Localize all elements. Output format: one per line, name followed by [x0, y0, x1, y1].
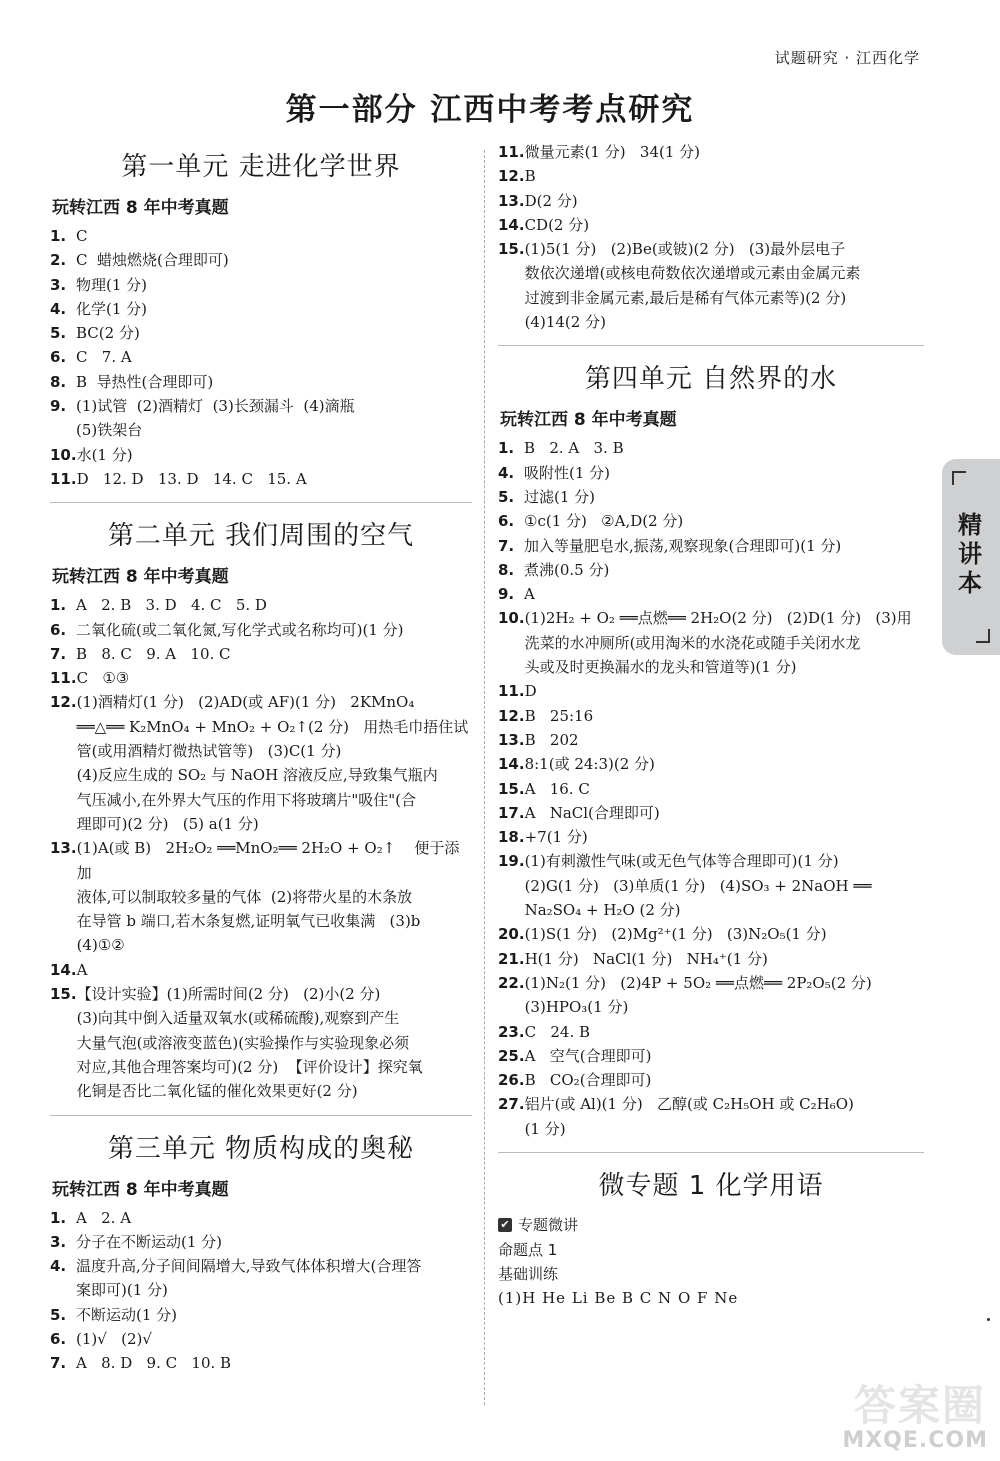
answer-number: 14.	[498, 755, 525, 774]
answer-list	[50, 224, 472, 491]
answer-number: 26.	[498, 1071, 525, 1090]
answer-text: C ①③	[76, 669, 130, 688]
answer-item	[50, 321, 472, 345]
answer-number: 5.	[498, 487, 515, 506]
answer-item	[498, 485, 924, 509]
unit-subtitle: 玩转江西 8 年中考真题	[500, 410, 677, 431]
answer-number: 1.	[50, 227, 67, 245]
part-title: 第一部分 江西中考考点研究	[285, 92, 695, 128]
answer-number: 10.	[498, 609, 525, 628]
answer-text: 化学(1 分)	[76, 299, 148, 318]
unit-4	[498, 358, 924, 1141]
answer-text: B CO₂(合理即可)	[524, 1071, 652, 1090]
answer-number: 7.	[498, 536, 515, 555]
answer-list	[50, 593, 472, 1103]
unit-title: 第一单元 走进化学世界	[121, 152, 401, 182]
answer-text: +7(1 分)	[524, 828, 588, 847]
answer-text: 铝片(或 Al)(1 分) 乙醇(或 C₂H₅OH 或 C₂H₆O) (1 分)	[524, 1095, 854, 1138]
answer-text: (1)N₂(1 分) (2)4P + 5O₂ ══点燃══ 2P₂O₅(2 分) (3)HPO₃(1 分)	[524, 973, 872, 1017]
answer-item	[50, 593, 472, 617]
answer-text: A NaCl(合理即可)	[524, 803, 660, 822]
column-divider	[484, 150, 486, 1405]
answer-item	[50, 836, 472, 957]
answer-text: 二氧化硫(或二氧化氮,写化学式或名称均可)(1 分)	[76, 620, 404, 639]
answer-text: (1)S(1 分) (2)Mg²⁺(1 分) (3)N₂O₅(1 分)	[524, 925, 827, 944]
unit-2	[50, 515, 472, 1103]
answer-list	[50, 1206, 472, 1376]
answer-text: 煮沸(0.5 分)	[524, 560, 610, 579]
section-divider	[498, 345, 924, 346]
answer-item	[50, 982, 472, 1103]
micro-topic-title: 微专题 1 化学用语	[598, 1170, 824, 1201]
answer-item	[498, 679, 924, 703]
answer-text: B 25:16	[524, 706, 594, 725]
answer-item	[498, 947, 924, 971]
answer-item	[498, 849, 924, 922]
bracket-corner-icon	[952, 471, 966, 485]
answer-text: (1)试管 (2)酒精灯 (3)长颈漏斗 (4)滴瓶 (5)铁架台	[76, 397, 355, 440]
answer-text: D(2 分)	[524, 191, 578, 210]
answer-number: 25.	[498, 1046, 525, 1065]
answer-item	[498, 164, 924, 188]
answer-number: 6.	[50, 1329, 67, 1348]
answer-item	[50, 297, 472, 321]
answer-number: 13.	[498, 191, 525, 210]
answer-number: 7.	[50, 1354, 67, 1373]
answer-list	[498, 436, 924, 1141]
answer-item	[498, 436, 924, 460]
answer-text: 不断运动(1 分)	[76, 1305, 178, 1324]
answer-number: 3.	[50, 275, 67, 294]
answer-number: 4.	[498, 463, 515, 482]
micro-lecture-label: 专题微讲	[518, 1215, 579, 1234]
answer-item	[498, 534, 924, 558]
answer-number: 5.	[50, 324, 67, 343]
page-header: 试题研究 · 江西化学	[774, 49, 920, 67]
answer-number: 13.	[498, 730, 525, 749]
element-symbols: (1)H He Li Be B C N O F Ne	[498, 1288, 739, 1307]
answer-text: 微量元素(1 分) 34(1 分)	[524, 143, 701, 161]
unit-title: 第三单元 物质构成的奥秘	[107, 1133, 415, 1164]
answer-number: 1.	[50, 596, 67, 615]
answer-number: 14.	[498, 215, 525, 234]
watermark-url: MXQE.COM	[842, 1428, 988, 1453]
answer-number: 11.	[498, 682, 525, 701]
answer-text: 吸附性(1 分)	[524, 463, 611, 482]
answer-text: A	[76, 960, 88, 979]
answer-number: 4.	[50, 299, 67, 318]
answer-item	[498, 237, 924, 334]
answer-item	[498, 606, 924, 679]
answer-item	[50, 443, 472, 467]
answer-text: (1)2H₂ + O₂ ══点燃══ 2H₂O(2 分) (2)D(1 分) (3)用 洗菜的水冲厕所(或用淘米的水浇花或随手关闭水龙 头或及时更换漏水的龙头和管道等)(1 分)	[524, 609, 912, 677]
answer-item	[50, 1303, 472, 1327]
answer-item	[50, 618, 472, 642]
answer-item	[498, 461, 924, 485]
answer-item	[498, 752, 924, 776]
answer-number: 18.	[498, 828, 525, 847]
answer-text: A 2. B 3. D 4. C 5. D	[76, 596, 267, 615]
answer-item	[50, 467, 472, 491]
answer-text: 过滤(1 分)	[524, 487, 596, 506]
unit-3	[50, 1128, 472, 1376]
exam-point-label: 命题点 1	[498, 1240, 558, 1259]
answer-item	[50, 1254, 472, 1303]
answer-text: B 导热性(合理即可)	[76, 372, 214, 391]
answer-text: D 12. D 13. D 14. C 15. A	[76, 469, 307, 488]
answer-text: (1)酒精灯(1 分) (2)AD(或 AF)(1 分) 2KMnO₄ ══△══ K₂MnO₄ + MnO₂ + O₂↑(2 分) 用热毛巾捂住试 管(或用酒精灯微热试管等) (3)C(1 分) (4)反应生成的 SO₂ 与 NaOH 溶液反应,导致集气瓶内 气压减小,在外界大气压的作用下将玻璃片"吸住"(合 理即可)(2 分) (5) a(1 分)	[76, 693, 469, 833]
answer-text: (1)A(或 B) 2H₂O₂ ══MnO₂══ 2H₂O + O₂↑ 便于添加 液体,可以制取较多量的气体 (2)将带火星的木条放 在导管 b 端口,若木条复燃,证明氧气已收集满 (3)b (4)①②	[76, 839, 460, 955]
answer-text: A 空气(合理即可)	[524, 1046, 652, 1065]
answer-text: 加入等量肥皂水,振荡,观察现象(合理即可)(1 分)	[524, 536, 842, 555]
answer-item	[50, 1230, 472, 1254]
answer-number: 17.	[498, 803, 525, 822]
answer-item	[498, 558, 924, 582]
answer-item	[50, 1327, 472, 1351]
answer-number: 2.	[50, 251, 67, 270]
unit-title: 第四单元 自然界的水	[584, 364, 838, 395]
answer-item	[498, 777, 924, 801]
bracket-corner-icon	[976, 629, 990, 643]
answer-number: 27.	[498, 1095, 525, 1114]
answer-number: 11.	[50, 669, 77, 688]
answer-text: B 2. A 3. B	[524, 439, 624, 458]
answer-number: 12.	[50, 693, 77, 712]
answer-text: 【设计实验】(1)所需时间(2 分) (2)小(2 分) (3)向其中倒入适量双氧水(或稀硫酸),观察到产生 大量气泡(或溶液变蓝色)(实验操作与实验现象必须 对应,其他合理答案均可)(2 分) 【评价设计】探究氧 化铜是否比二氧化锰的催化效果更好(2 分)	[76, 985, 423, 1101]
answer-number: 5.	[50, 1305, 67, 1324]
answer-item	[50, 1351, 472, 1375]
answer-number: 7.	[50, 644, 67, 663]
answer-text: A	[524, 585, 535, 604]
answer-item	[50, 224, 472, 248]
answer-number: 23.	[498, 1022, 525, 1041]
unit-subtitle: 玩转江西 8 年中考真题	[52, 198, 229, 218]
answer-number: 14.	[50, 960, 77, 979]
answer-text: C 蜡烛燃烧(合理即可)	[76, 251, 229, 270]
answer-item	[50, 690, 472, 836]
answer-text: ①c(1 分) ②A,D(2 分)	[524, 512, 684, 531]
answer-number: 3.	[50, 1232, 67, 1251]
section-divider	[50, 502, 472, 503]
answer-number: 12.	[498, 706, 525, 725]
answer-text: B	[524, 167, 536, 186]
answer-number: 22.	[498, 973, 525, 992]
answer-text: C	[76, 227, 88, 245]
answer-item	[498, 922, 924, 946]
answer-number: 6.	[50, 620, 67, 639]
answer-text: A 16. C	[524, 779, 590, 798]
answer-text: A 8. D 9. C 10. B	[76, 1354, 232, 1373]
answer-number: 19.	[498, 852, 525, 871]
answer-number: 10.	[50, 445, 77, 464]
answer-number: 20.	[498, 925, 525, 944]
answer-text: CD(2 分)	[524, 215, 590, 234]
answer-text: H(1 分) NaCl(1 分) NH₄⁺(1 分)	[524, 949, 768, 968]
section-divider	[50, 1115, 472, 1116]
answer-text: BC(2 分)	[76, 324, 140, 343]
answer-number: 15.	[50, 985, 77, 1004]
answer-number: 6.	[498, 512, 515, 531]
answer-item	[498, 140, 924, 164]
micro-lecture-heading	[498, 1212, 924, 1238]
answer-number: 1.	[50, 1208, 67, 1227]
checkbox-icon: ✔	[498, 1218, 512, 1232]
unit-subtitle: 玩转江西 8 年中考真题	[52, 567, 229, 588]
answer-text: (1)√ (2)√	[76, 1329, 152, 1348]
answer-item	[498, 1092, 924, 1141]
answer-number: 11.	[50, 469, 77, 488]
answer-item	[50, 273, 472, 297]
left-column	[50, 140, 472, 1376]
answer-item	[498, 801, 924, 825]
answer-text: B 8. C 9. A 10. C	[76, 644, 231, 663]
answer-number: 21.	[498, 949, 525, 968]
answer-text: C 7. A	[76, 348, 132, 367]
answer-item	[50, 345, 472, 369]
answer-number: 9.	[498, 585, 515, 604]
micro-topic-1	[498, 1165, 924, 1310]
answer-item	[50, 958, 472, 982]
answer-item	[498, 704, 924, 728]
side-tab	[942, 459, 1000, 655]
answer-number: 12.	[498, 167, 525, 186]
watermark-logo-text: 答案圈	[853, 1381, 986, 1430]
answer-number: 6.	[50, 348, 67, 367]
answer-item	[498, 582, 924, 606]
answer-text: 温度升高,分子间间隔增大,导致气体体积增大(合理答 案即可)(1 分)	[76, 1257, 422, 1300]
answer-item	[498, 509, 924, 533]
unit-title: 第二单元 我们周围的空气	[107, 521, 415, 552]
answer-number: 8.	[50, 372, 67, 391]
answer-text: 分子在不断运动(1 分)	[76, 1232, 223, 1251]
answer-text: (1)有刺激性气味(或无色气体等合理即可)(1 分) (2)G(1 分) (3)单质(1 分) (4)SO₃ + 2NaOH ══ Na₂SO₄ + H₂O (2 分)	[524, 852, 872, 920]
answer-number: 15.	[498, 240, 525, 259]
unit-1	[50, 146, 472, 491]
answer-item	[50, 642, 472, 666]
answer-text: 物理(1 分)	[76, 275, 148, 294]
answer-item	[50, 370, 472, 394]
section-divider	[498, 1152, 924, 1153]
answer-item	[50, 248, 472, 272]
watermark	[804, 1373, 994, 1453]
answer-text: D	[524, 682, 537, 701]
answer-item	[498, 189, 924, 213]
answer-item	[498, 825, 924, 849]
answer-item	[50, 394, 472, 443]
answer-number: 13.	[50, 839, 77, 858]
answer-text: (1)5(1 分) (2)Be(或铍)(2 分) (3)最外层电子 数依次递增(或核电荷数依次递增或元素由金属元素 过渡到非金属元素,最后是稀有气体元素等)(2 分) (4)14(2 分)	[524, 240, 861, 332]
answer-item	[498, 1020, 924, 1044]
answer-number: 1.	[498, 439, 515, 458]
answer-text: 8:1(或 24:3)(2 分)	[524, 755, 655, 774]
answer-item	[50, 666, 472, 690]
margin-dot	[987, 1318, 990, 1321]
answer-text: C 24. B	[524, 1022, 591, 1041]
answer-item	[498, 728, 924, 752]
answer-item	[498, 1068, 924, 1092]
side-tab-label: 精讲本	[958, 511, 982, 597]
answer-number: 4.	[50, 1257, 67, 1276]
answer-item	[50, 1206, 472, 1230]
answer-text: A 2. A	[76, 1208, 132, 1227]
right-column	[498, 140, 924, 1310]
basic-training-label: 基础训练	[498, 1264, 559, 1283]
answer-item	[498, 213, 924, 237]
answer-number: 11.	[498, 143, 525, 161]
answer-item	[498, 1044, 924, 1068]
answer-text: 水(1 分)	[76, 445, 133, 464]
unit-subtitle: 玩转江西 8 年中考真题	[52, 1179, 229, 1200]
answer-number: 15.	[498, 779, 525, 798]
answer-item	[498, 971, 924, 1020]
answer-number: 9.	[50, 397, 67, 416]
unit-3-continued	[498, 140, 924, 334]
answer-number: 8.	[498, 560, 515, 579]
answer-text: B 202	[524, 730, 579, 749]
